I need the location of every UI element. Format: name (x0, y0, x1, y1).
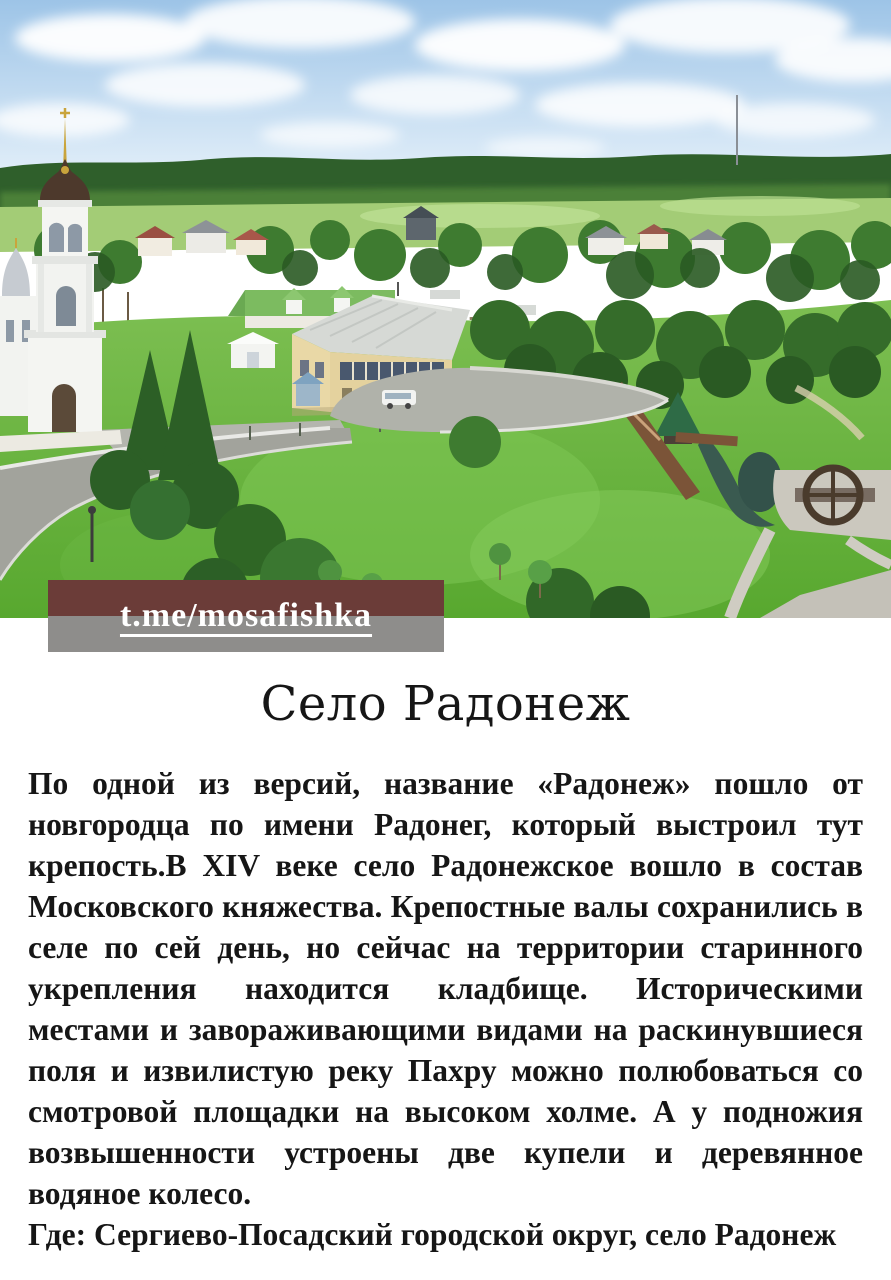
body-line: Московского княжества. Крепостные валы сохранились в (28, 889, 863, 924)
body-line: По одной из версий, название «Радонеж» пошло от (28, 766, 863, 801)
body-line: крепость.В XIV веке село Радонежское вошло в состав (28, 848, 863, 883)
body-line: новгородца по имени Радонег, который выстроил тут (28, 807, 863, 842)
body-line: укрепления находится кладбище. Историческими (28, 971, 863, 1006)
body-line: смотровой площадки на высоком холме. А у подножия (28, 1094, 863, 1129)
body-line: возвышенности устроены две купели и деревянное (28, 1135, 863, 1170)
article-body (0, 763, 891, 1255)
village-photo (0, 0, 891, 618)
body-line: водяное колесо. (28, 1176, 252, 1211)
watermark-link[interactable]: t.me/mosafishka (119, 597, 373, 634)
body-line: поля и извилистую реку Пахру можно полюбоваться со (28, 1053, 863, 1088)
body-line: местами и завораживающими видами на раскинувшиеся (28, 1012, 863, 1047)
water-wheel (806, 468, 860, 522)
village-photo-illustration (0, 0, 891, 618)
body-line: селе по сей день, но сейчас на территории старинного (28, 930, 863, 965)
location-line: Где: Сергиево-Посадский городской округ, село Радонеж (28, 1217, 837, 1252)
watermark-badge (48, 580, 444, 652)
page-title: Село Радонеж (260, 676, 631, 732)
